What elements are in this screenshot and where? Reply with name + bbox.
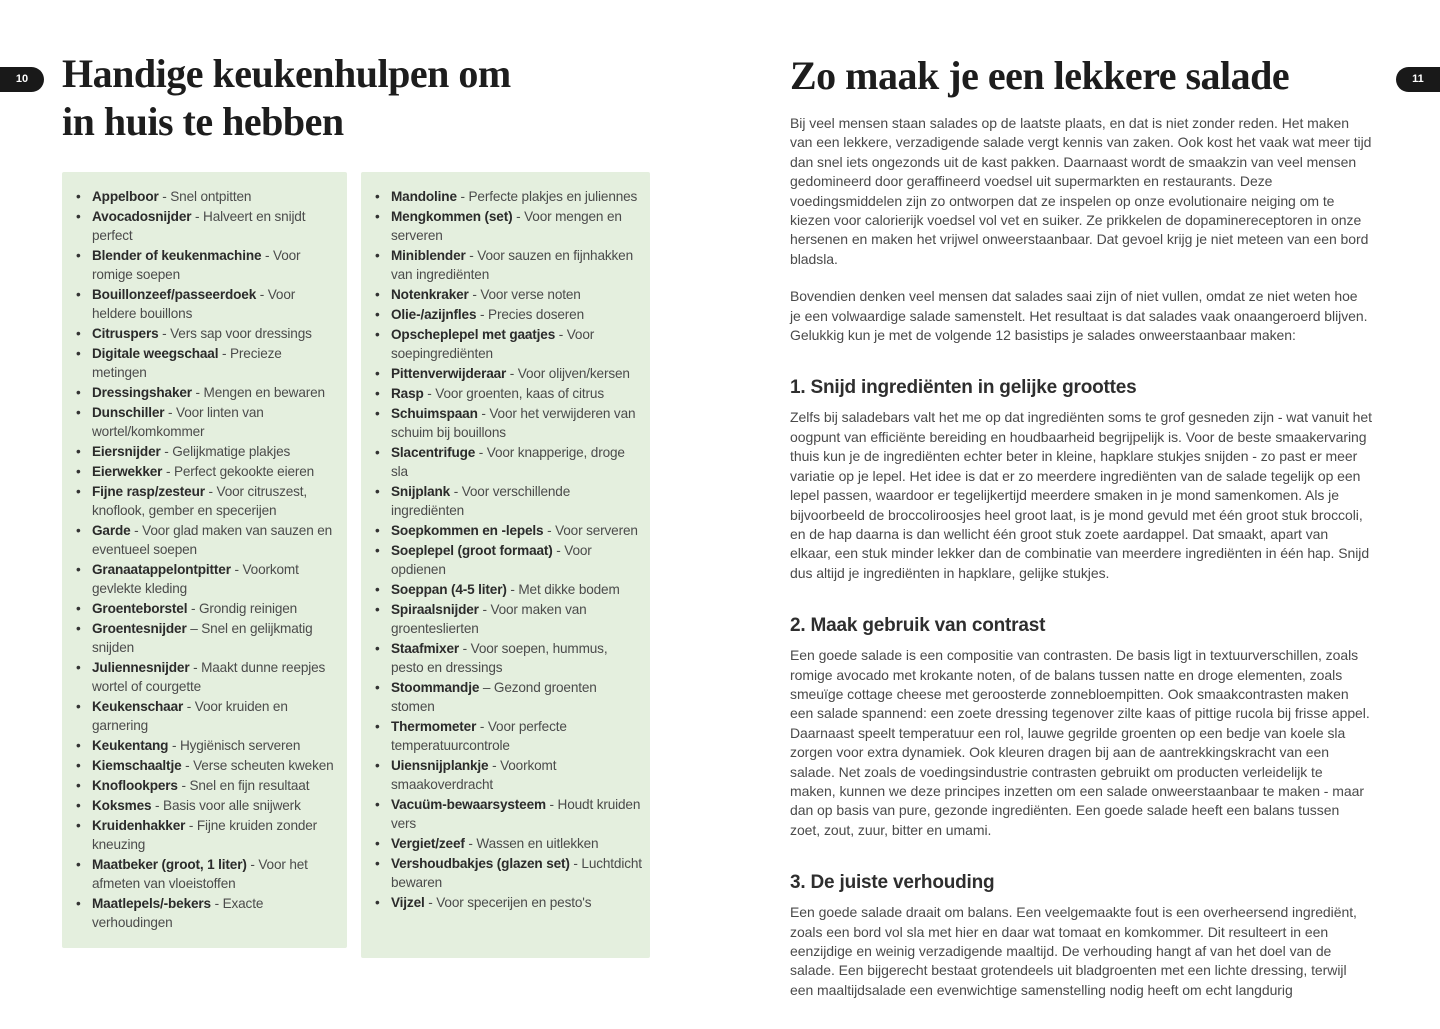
tool-name: Opscheplepel met gaatjes [391, 327, 556, 342]
tool-desc: - Vers sap voor dressings [158, 326, 312, 341]
tool-text [92, 482, 339, 520]
tool-list-item [375, 639, 642, 677]
bullet-icon: • [375, 641, 380, 656]
tool-text [391, 384, 604, 403]
tool-name: Granaatappelontpitter [92, 562, 231, 577]
bullet-icon: • [76, 405, 81, 420]
tool-list-item [375, 580, 642, 599]
tool-text [92, 462, 314, 481]
tool-text [92, 560, 339, 598]
tool-desc: - Voor soepingrediënten [391, 327, 595, 361]
tool-text [92, 442, 290, 461]
bullet-icon: • [76, 523, 81, 538]
tool-desc: - Snel en fijn resultaat [177, 778, 310, 793]
tool-list-item [375, 246, 642, 284]
tool-text [391, 364, 630, 383]
tool-desc: - Voor het afmeten van vloeistoffen [92, 857, 308, 891]
tool-list-item [76, 658, 339, 696]
article-body [790, 114, 1372, 1018]
tool-list-item [375, 305, 642, 324]
tool-name: Knoflookpers [92, 778, 178, 793]
tool-list-item [76, 324, 339, 343]
tool-list-item [76, 796, 339, 815]
tool-name: Maatlepels/-bekers [92, 896, 211, 911]
tool-desc: - Voor perfecte temperatuurcontrole [391, 719, 567, 753]
tool-list-item [76, 756, 339, 775]
tool-text [92, 187, 251, 206]
tool-list-item [375, 600, 642, 638]
tool-desc: - Voor knapperige, droge sla [391, 445, 625, 479]
tool-desc: – Snel en gelijkmatig snijden [92, 621, 313, 655]
tool-name: Soeplepel (groot formaat) [391, 543, 553, 558]
bullet-icon: • [76, 385, 81, 400]
tool-text [92, 816, 339, 854]
tool-text [92, 756, 334, 775]
tool-list-item [76, 560, 339, 598]
tool-desc: - Snel ontpitten [158, 189, 252, 204]
bullet-icon: • [375, 209, 380, 224]
tool-desc: - Voor serveren [543, 523, 638, 538]
tool-name: Kiemschaaltje [92, 758, 182, 773]
tool-desc: - Voor het verwijderen van schuim bij bouillons [391, 406, 636, 440]
tool-list-item [76, 442, 339, 461]
tool-list-item [76, 285, 339, 323]
bullet-icon: • [375, 445, 380, 460]
section-body-3: Een goede salade draait om balans. Een veelgemaakte fout is een overheersend ingrediënt, zoals een bord vol sla met hier en daar wat tomaat en komkommer. Dit resulteert in een eenzijdige en weinig verzadigende maaltijd. De verhouding hangt af van het doel van de salade. Een bijgerecht bestaat grotendeels uit bladgroenten met een lichte dressing, terwijl een maaltijdsalade een evenwichtige samenstelling nodig heeft om echt langdurig [790, 904, 1357, 998]
tool-list-item [375, 325, 642, 363]
tool-name: Groentesnijder [92, 621, 187, 636]
tool-text [391, 285, 581, 304]
tool-text [391, 600, 642, 638]
tool-text [92, 324, 312, 343]
bullet-icon: • [375, 287, 380, 302]
tool-desc: - Voor verse noten [468, 287, 581, 302]
tool-text [391, 404, 642, 442]
bullet-icon: • [76, 464, 81, 479]
tool-list-item [375, 795, 642, 833]
tool-list-item [375, 834, 642, 853]
tool-text [391, 207, 642, 245]
tool-text [391, 521, 638, 540]
tool-list-item [76, 855, 339, 893]
tool-name: Vergiet/zeef [391, 836, 465, 851]
bullet-icon: • [375, 895, 380, 910]
tool-list-item [76, 736, 339, 755]
bullet-icon: • [76, 444, 81, 459]
tool-name: Snijplank [391, 484, 451, 499]
tool-name: Eiersnijder [92, 444, 161, 459]
page-right [720, 0, 1440, 1029]
tool-desc: - Voor heldere bouillons [92, 287, 296, 321]
tool-text [92, 796, 301, 815]
tool-name: Pittenverwijderaar [391, 366, 507, 381]
bullet-icon: • [375, 719, 380, 734]
tool-text [391, 541, 642, 579]
tool-desc: - Voor glad maken van sauzen en eventueel soepen [92, 523, 333, 557]
bullet-icon: • [76, 758, 81, 773]
tool-desc: - Hygiënisch serveren [168, 738, 301, 753]
tool-list-item [375, 364, 642, 383]
bullet-icon: • [375, 327, 380, 342]
tool-text [391, 246, 642, 284]
tool-text [391, 580, 620, 599]
tool-list-item [375, 756, 642, 794]
tool-list-item [76, 383, 339, 402]
tool-desc: - Voor groenten, kaas of citrus [423, 386, 604, 401]
bullet-icon: • [375, 189, 380, 204]
section-heading-1: 1. Snijd ingrediënten in gelijke groottes [790, 377, 1137, 399]
tool-list-item [76, 187, 339, 206]
tool-name: Avocadosnijder [92, 209, 192, 224]
tool-name: Mengkommen (set) [391, 209, 513, 224]
tool-name: Keukenschaar [92, 699, 184, 714]
tool-text [92, 658, 339, 696]
tool-name: Rasp [391, 386, 424, 401]
tool-list-item [76, 599, 339, 618]
tool-name: Eierwekker [92, 464, 163, 479]
tool-name: Groenteborstel [92, 601, 188, 616]
page-title-right: Zo maak je een lekkere salade [790, 53, 1290, 98]
tool-text [92, 403, 339, 441]
tool-text [391, 756, 642, 794]
tool-desc: - Voor soepen, hummus, pesto en dressings [391, 641, 608, 675]
tool-list-item [375, 404, 642, 442]
tool-list-item [375, 482, 642, 520]
tool-name: Fijne rasp/zesteur [92, 484, 205, 499]
tool-text [391, 325, 642, 363]
tool-name: Schuimspaan [391, 406, 478, 421]
tool-list-item [76, 462, 339, 481]
tool-desc: - Voor specerijen en pesto's [424, 895, 592, 910]
tool-text [92, 776, 309, 795]
bullet-icon: • [76, 209, 81, 224]
tool-name: Maatbeker (groot, 1 liter) [92, 857, 247, 872]
bullet-icon: • [76, 621, 81, 636]
tool-desc: - Precies doseren [476, 307, 585, 322]
bullet-icon: • [375, 366, 380, 381]
tool-list-item [375, 521, 642, 540]
tool-name: Dunschiller [92, 405, 165, 420]
tool-name: Staafmixer [391, 641, 460, 656]
section-heading-3: 3. De juiste verhouding [790, 872, 995, 894]
tool-name: Uiensnijplankje [391, 758, 489, 773]
tool-list-item [76, 619, 339, 657]
tool-list-item [375, 207, 642, 245]
bullet-icon: • [76, 738, 81, 753]
tool-name: Kruidenhakker [92, 818, 186, 833]
tool-text [92, 697, 339, 735]
tool-desc: - Halveert en snijdt perfect [92, 209, 306, 243]
tool-text [391, 795, 642, 833]
bullet-icon: • [375, 406, 380, 421]
tool-list-column-1 [76, 187, 339, 932]
tool-desc: - Fijne kruiden zonder kneuzing [92, 818, 318, 852]
bullet-icon: • [76, 346, 81, 361]
tool-desc: - Exacte verhoudingen [92, 896, 264, 930]
tool-name: Mandoline [391, 189, 457, 204]
tool-name: Vacuüm-bewaarsysteem [391, 797, 546, 812]
tool-desc: - Luchtdicht bewaren [391, 856, 642, 890]
tool-list-item [76, 482, 339, 520]
tool-list-item [375, 187, 642, 206]
tool-list-item [375, 893, 642, 912]
section-heading-2: 2. Maak gebruik van contrast [790, 615, 1046, 637]
tool-list-item [375, 717, 642, 755]
tool-name: Soeppan (4-5 liter) [391, 582, 507, 597]
tool-desc: - Mengen en bewaren [191, 385, 325, 400]
tool-text [391, 187, 637, 206]
tool-desc: - Houdt kruiden vers [391, 797, 641, 831]
tool-list-item [76, 816, 339, 854]
tool-desc: - Voor olijven/kersen [506, 366, 630, 381]
tool-list-item [375, 443, 642, 481]
tool-text [92, 894, 339, 932]
bullet-icon: • [76, 248, 81, 263]
tool-panel-right [361, 172, 650, 958]
bullet-icon: • [375, 543, 380, 558]
tool-name: Juliennesnijder [92, 660, 190, 675]
bullet-icon: • [375, 856, 380, 871]
tool-list-item [375, 384, 642, 403]
bullet-icon: • [76, 896, 81, 911]
bullet-icon: • [375, 602, 380, 617]
bullet-icon: • [76, 326, 81, 341]
tool-desc: - Voor opdienen [391, 543, 592, 577]
bullet-icon: • [375, 386, 380, 401]
tool-desc: - Voor romige soepen [92, 248, 301, 282]
tool-desc: - Voor sauzen en fijnhakken van ingrediënten [391, 248, 633, 282]
tool-list-item [76, 697, 339, 735]
tool-text [391, 717, 642, 755]
tool-name: Spiraalsnijder [391, 602, 479, 617]
tool-desc: - Voorkomt smaakoverdracht [391, 758, 557, 792]
bullet-icon: • [76, 189, 81, 204]
bullet-icon: • [375, 484, 380, 499]
tool-text [391, 834, 598, 853]
section-body-2: Een goede salade is een compositie van contrasten. De basis ligt in textuurverschillen, zoals romige avocado met krokante noten, of de balans tussen natte en droge elementen, zoals smeuïge cottage cheese met geroosterde zonnebloempitten. Ook smaakcontrasten maken een salade spannend: een zoete dressing tegenover zilte kaas of pittige rucola bij frisse appel. Daarnaast speelt temperatuur een rol, lauwe gegrilde groenten op een bedje van koele sla zorgen voor extra dynamiek. Ook kleuren dragen bij aan de aantrekkingskracht van een salade. Net zoals de voedingsindustrie contrasten gebruikt om producten verleidelijk te maken, kunnen we deze principes inzetten om een salade onweerstaanbaar te maken - maar dan op basis van pure, gezonde ingrediënten. Een goede salade heeft een balans tussen zoet, zout, zuur, bitter en umami. [790, 647, 1370, 838]
tool-name: Slacentrifuge [391, 445, 476, 460]
tool-desc: - Gelijkmatige plakjes [160, 444, 291, 459]
bullet-icon: • [375, 836, 380, 851]
tool-name: Vershoudbakjes (glazen set) [391, 856, 570, 871]
tool-list-item [375, 854, 642, 892]
tool-name: Bouillonzeef/passeerdoek [92, 287, 257, 302]
bullet-icon: • [76, 562, 81, 577]
bullet-icon: • [76, 778, 81, 793]
tool-text [92, 619, 339, 657]
tool-desc: - Perfecte plakjes en juliennes [456, 189, 638, 204]
tool-desc: - Perfect gekookte eieren [162, 464, 315, 479]
tool-name: Appelboor [92, 189, 159, 204]
tool-list-panels [62, 172, 650, 958]
tool-text [92, 383, 325, 402]
tool-name: Olie-/azijnfles [391, 307, 477, 322]
tool-desc: - Voor kruiden en garnering [92, 699, 288, 733]
section-body-1: Zelfs bij saladebars valt het me op dat ingrediënten soms te grof gesneden zijn - wat vanuit het oogpunt van efficiënte bereiding en houdbaarheid begrijpelijk is. Voor de beste smaakervaring thuis kun je de ingrediënten echter beter in kleine, hapklare stukjes snijden - zo past er meer variatie op je lepel. Het idee is dat er zo meerdere ingrediënten van de salade tegelijk op een lepel passen, waardoor er tegelijkertijd meerdere smaken in je mond samenkomen. Als je bijvoorbeeld de broccoliroosjes heel groot laat, is je mond gevuld met één groot stuk broccoli, en de hap daarna is dan wellicht één groot stuk zoete aardappel. Dat smaakt, apart van elkaar, een stuk minder lekker dan de combinatie van meerdere ingrediënten in één hap. Snijd dus altijd je ingrediënten in hapklare, gelijke stukjes. [790, 409, 1372, 581]
bullet-icon: • [76, 601, 81, 616]
bullet-icon: • [76, 660, 81, 675]
bullet-icon: • [76, 287, 81, 302]
tool-desc: - Basis voor alle snijwerk [151, 798, 301, 813]
tool-list-item [76, 207, 339, 245]
tool-name: Stoommandje [391, 680, 480, 695]
tool-desc: - Voor mengen en serveren [391, 209, 622, 243]
bullet-icon: • [375, 523, 380, 538]
bullet-icon: • [76, 818, 81, 833]
tool-name: Keukentang [92, 738, 169, 753]
tool-desc: - Maakt dunne reepjes wortel of courgette [92, 660, 326, 694]
tool-desc: - Voor citruszest, knoflook, gember en specerijen [92, 484, 308, 518]
tool-list-item [76, 403, 339, 441]
page-title-left [62, 50, 642, 146]
tool-list-item [375, 541, 642, 579]
tool-name: Thermometer [391, 719, 477, 734]
bullet-icon: • [375, 680, 380, 695]
tool-text [92, 344, 339, 382]
bullet-icon: • [375, 582, 380, 597]
tool-list-item [375, 285, 642, 304]
page-number-badge-left: 10 [0, 67, 44, 92]
tool-text [92, 736, 300, 755]
bullet-icon: • [375, 307, 380, 322]
tool-name: Miniblender [391, 248, 466, 263]
tool-desc: - Wassen en uitlekken [464, 836, 599, 851]
tool-desc: - Verse scheuten kweken [181, 758, 334, 773]
page-number-badge-right: 11 [1396, 67, 1440, 92]
tool-name: Notenkraker [391, 287, 469, 302]
tool-name: Soepkommen en -lepels [391, 523, 544, 538]
intro-paragraph-1: Bij veel mensen staan salades op de laatste plaats, en dat is niet zonder reden. Het maken van een lekkere, verzadigende salade vergt kennis van zaken. Ook kost het vaak wat meer tijd dan snel iets ongezonds uit de kast pakken. Daarnaast wordt de smaakzin van veel mensen gedomineerd door geraffineerd voedsel uit supermarkten en restaurants. Deze voedingsmiddelen zijn zo ontworpen dat ze inspelen op onze evolutionaire neiging om te kiezen voor calorierijk voedsel vol vet en suiker. Ze prikkelen de dopaminereceptoren in onze hersenen en maken het vrijwel onweerstaanbaar. Dat gevoel krijg je niet meteen van een bord bladsla. [790, 115, 1372, 267]
tool-desc: - Met dikke bodem [506, 582, 620, 597]
title-line-1: Handige keukenhulpen om [62, 51, 511, 96]
bullet-icon: • [76, 798, 81, 813]
tool-list-item [375, 678, 642, 716]
tool-desc: – Gezond groenten stomen [391, 680, 597, 714]
tool-name: Citruspers [92, 326, 159, 341]
tool-name: Dressingshaker [92, 385, 192, 400]
tool-text [92, 207, 339, 245]
tool-name: Koksmes [92, 798, 152, 813]
tool-panel-left [62, 172, 347, 948]
tool-text [391, 305, 584, 324]
tool-desc: - Precieze metingen [92, 346, 282, 380]
tool-text [92, 521, 339, 559]
bullet-icon: • [76, 699, 81, 714]
tool-list-item [76, 894, 339, 932]
tool-list-item [76, 344, 339, 382]
tool-name: Vijzel [391, 895, 425, 910]
bullet-icon: • [375, 797, 380, 812]
tool-desc: - Voor linten van wortel/komkommer [92, 405, 264, 439]
tool-desc: - Voor verschillende ingrediënten [391, 484, 571, 518]
tool-text [92, 285, 339, 323]
tool-name: Blender of keukenmachine [92, 248, 262, 263]
tool-text [391, 639, 642, 677]
tool-list-item [76, 521, 339, 559]
tool-desc: - Voorkomt gevlekte kleding [92, 562, 299, 596]
bullet-icon: • [375, 248, 380, 263]
bullet-icon: • [76, 857, 81, 872]
intro-paragraph-2: Bovendien denken veel mensen dat salades saai zijn of niet vullen, omdat ze niet weten hoe je een volwaardige salade samenstelt. Het resultaat is dat salades vaak onaangeroerd blijven. Gelukkig kun je met de volgende 12 basistips je salades onweerstaanbaar maken: [790, 288, 1368, 344]
tool-name: Digitale weegschaal [92, 346, 219, 361]
title-line-2: in huis te hebben [62, 99, 344, 144]
tool-text [391, 678, 642, 716]
tool-list-item [76, 776, 339, 795]
tool-list-item [76, 246, 339, 284]
tool-text [391, 443, 642, 481]
tool-text [92, 855, 339, 893]
tool-text [391, 893, 591, 912]
tool-desc: - Grondig reinigen [187, 601, 298, 616]
tool-text [92, 599, 297, 618]
tool-text [92, 246, 339, 284]
tool-desc: - Voor maken van groenteslierten [391, 602, 587, 636]
bullet-icon: • [375, 758, 380, 773]
tool-name: Garde [92, 523, 131, 538]
tool-text [391, 854, 642, 892]
tool-list-column-2 [375, 187, 642, 912]
tool-text [391, 482, 642, 520]
bullet-icon: • [76, 484, 81, 499]
